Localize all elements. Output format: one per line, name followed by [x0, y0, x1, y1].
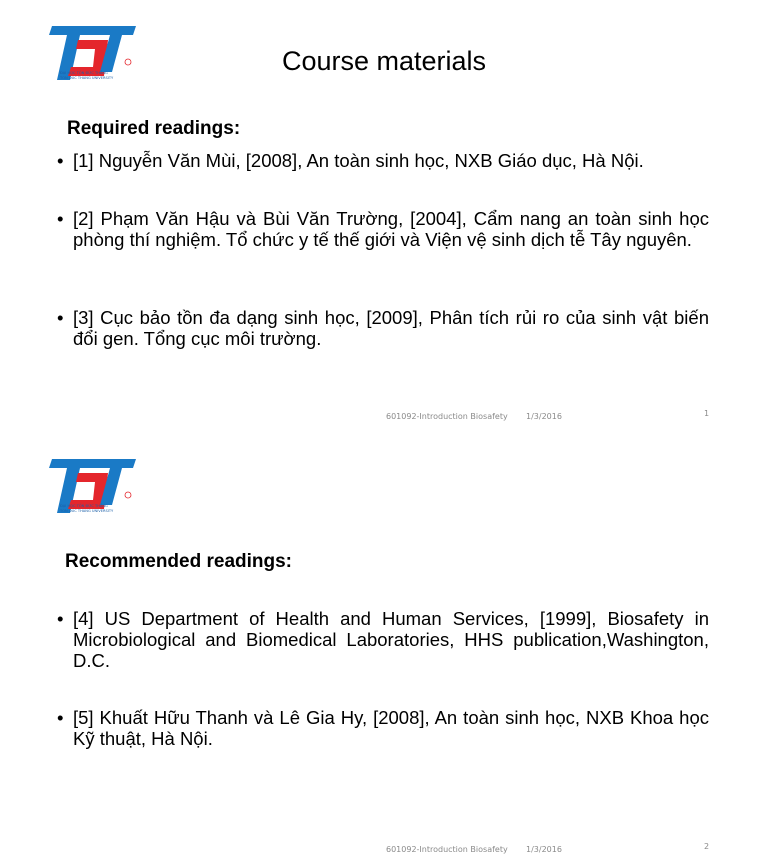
list-item: • [5] Khuất Hữu Thanh và Lê Gia Hy, [2008], An toàn sinh học, NXB Khoa học Kỹ thuật, Hà Nội. [73, 707, 709, 749]
list-item: • [1] Nguyễn Văn Mùi, [2008], An toàn sinh học, NXB Giáo dục, Hà Nội. [73, 150, 709, 171]
slide-title: Course materials [281, 46, 487, 76]
footer-course: 601092-Introduction Biosafety [386, 412, 508, 421]
footer-date: 1/3/2016 [526, 845, 562, 854]
tdt-logo-icon [38, 457, 138, 515]
svg-text:TON DUC THANG UNIVERSITY: TON DUC THANG UNIVERSITY [60, 509, 114, 513]
list-item: • [4] US Department of Health and Human Services, [1999], Biosafety in Microbiological and Biomedical Laboratories, HHS publication,Washington, D.C. [73, 608, 709, 671]
slide-2 [0, 433, 768, 866]
footer-date: 1/3/2016 [526, 412, 562, 421]
list-item: • [3] Cục bảo tồn đa dạng sinh học, [2009], Phân tích rủi ro của sinh vật biến đổi gen. Tổng cục môi trường. [73, 307, 709, 349]
section-heading-recommended: Recommended readings: [65, 551, 292, 572]
page-number: 2 [704, 842, 710, 851]
tdt-logo [38, 457, 138, 515]
list-item: • [2] Phạm Văn Hậu và Bùi Văn Trường, [2004], Cẩm nang an toàn sinh học phòng thí nghiệm. Tổ chức y tế thế giới và Viện vệ sinh dịch tễ Tây nguyên. [73, 208, 709, 250]
section-heading-required: Required readings: [67, 118, 241, 139]
svg-text:ĐẠI HỌC TÔN ĐỨC THẮNG: ĐẠI HỌC TÔN ĐỨC THẮNG [60, 504, 108, 508]
footer-course: 601092-Introduction Biosafety [386, 845, 508, 854]
svg-text:ĐẠI HỌC TÔN ĐỨC THẮNG: ĐẠI HỌC TÔN ĐỨC THẮNG [60, 71, 108, 75]
page-number: 1 [704, 409, 710, 418]
svg-text:TON DUC THANG UNIVERSITY: TON DUC THANG UNIVERSITY [60, 76, 114, 80]
